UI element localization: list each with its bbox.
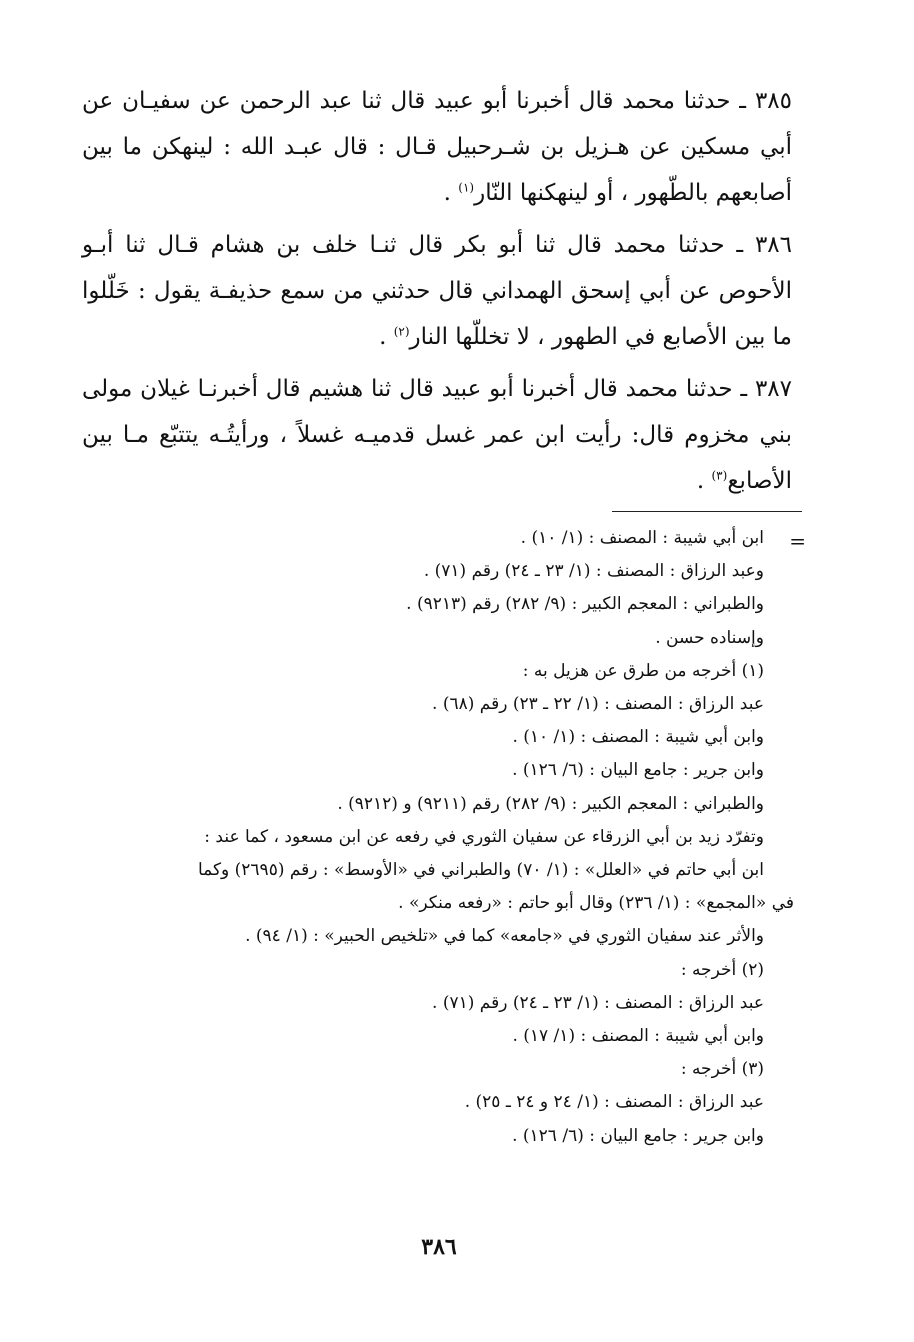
footnote-line: والأثر عند سفيان الثوري في «جامعه» كما في «تلخيص الحبير» : (١/ ٩٤) . bbox=[245, 926, 764, 947]
footnote-line: ابن أبي حاتم في «العلل» : (١/ ٧٠) والطبراني في «الأوسط» : رقم (٢٦٩٥) وكما bbox=[197, 860, 764, 881]
footnote-line: وعبد الرزاق : المصنف : (١/ ٢٣ ـ ٢٤) رقم (٧١) . bbox=[423, 561, 764, 582]
footnote-line: وابن أبي شيبة : المصنف : (١/ ١٠) . bbox=[512, 727, 764, 748]
footnote-line: عبد الرزاق : المصنف : (١/ ٢٤ و ٢٤ ـ ٢٥) . bbox=[464, 1092, 764, 1113]
footnote-line: ابن أبي شيبة : المصنف : (١/ ١٠) . bbox=[520, 528, 764, 548]
footnote-line: عبد الرزاق : المصنف : (١/ ٢٢ ـ ٢٣) رقم (٦٨) . bbox=[432, 694, 764, 715]
hadith-text: ـ حدثنا محمد قال أخبرنا أبو عبيد قال ثنا هشيم قال أخبرنـا غيلان مولى بني مخزوم قال: رأيت ابن عمر غسل قدميـه غسلاً ، ورأيتُـه يتتبّع مـا بين الأصابع bbox=[82, 376, 792, 494]
footnote-reference[interactable]: (١) bbox=[458, 180, 475, 195]
footnote-line: والطبراني : المعجم الكبير : (٩/ ٢٨٢) رقم (٩٢١٣) . bbox=[406, 594, 764, 615]
hadith-end: . bbox=[696, 468, 712, 494]
hadith-number: ٣٨٦ bbox=[754, 232, 792, 258]
main-text bbox=[82, 78, 792, 510]
hadith-end: . bbox=[443, 180, 459, 206]
hadith-text: ـ حدثنا محمد قال أخبرنا أبو عبيد قال ثنا عبد الرحمن عن سفيـان عن أبي مسكين عن هـزيل بن شـرحبيل قـال : قال عبـد الله : لينهكن ما بين أصابعهم بالطّهور ، أو لينهكنها النّار bbox=[82, 88, 792, 206]
footnote-separator bbox=[612, 511, 802, 512]
hadith-number: ٣٨٥ bbox=[754, 88, 792, 114]
footnote-line: وتفرّد زيد بن أبي الزرقاء عن سفيان الثوري في رفعه عن ابن مسعود ، كما عند : bbox=[204, 826, 764, 847]
hadith-386 bbox=[82, 222, 792, 360]
footnotes bbox=[74, 522, 794, 1153]
hadith-end: . bbox=[379, 324, 394, 350]
page-number bbox=[0, 1232, 914, 1262]
footnote-line: في «المجمع» : (١/ ٢٣٦) وقال أبو حاتم : «رفعه منكر» . bbox=[398, 893, 794, 914]
hadith-number: ٣٨٧ bbox=[754, 376, 792, 402]
hadith-385 bbox=[82, 78, 792, 216]
continuation-mark: = bbox=[789, 529, 806, 553]
hadith-387 bbox=[82, 366, 792, 504]
footnote-line: وابن أبي شيبة : المصنف : (١/ ١٧) . bbox=[512, 1026, 764, 1047]
hadith-text: ـ حدثنا محمد قال ثنا أبو بكر قال ثنـا خلف بن هشام قـال ثنا أبـو الأحوص عن أبي إسحق الهمداني قال حدثني من سمع حذيفـة يقول : خَلّلوا ما بين الأصابع في الطهور ، لا تخللّها النار bbox=[82, 232, 792, 350]
page-number-text: ٣٨٦ bbox=[421, 1234, 457, 1260]
footnote-line: (٢) أخرجه : bbox=[680, 959, 764, 980]
footnote-line: وابن جرير : جامع البيان : (٦/ ١٢٦) . bbox=[512, 1125, 764, 1146]
footnote-line: (٣) أخرجه : bbox=[680, 1059, 764, 1080]
footnote-line: وإسناده حسن . bbox=[655, 627, 764, 648]
footnote-reference[interactable]: (٣) bbox=[711, 468, 728, 483]
footnote-reference[interactable]: (٢) bbox=[393, 324, 410, 339]
footnote-line: (١) أخرجه من طرق عن هزيل به : bbox=[522, 660, 764, 681]
footnote-line: عبد الرزاق : المصنف : (١/ ٢٣ ـ ٢٤) رقم (٧١) . bbox=[432, 992, 764, 1013]
footnote-line: وابن جرير : جامع البيان : (٦/ ١٢٦) . bbox=[512, 760, 764, 781]
footnote-line: والطبراني : المعجم الكبير : (٩/ ٢٨٢) رقم (٩٢١١) و (٩٢١٢) . bbox=[337, 793, 764, 814]
